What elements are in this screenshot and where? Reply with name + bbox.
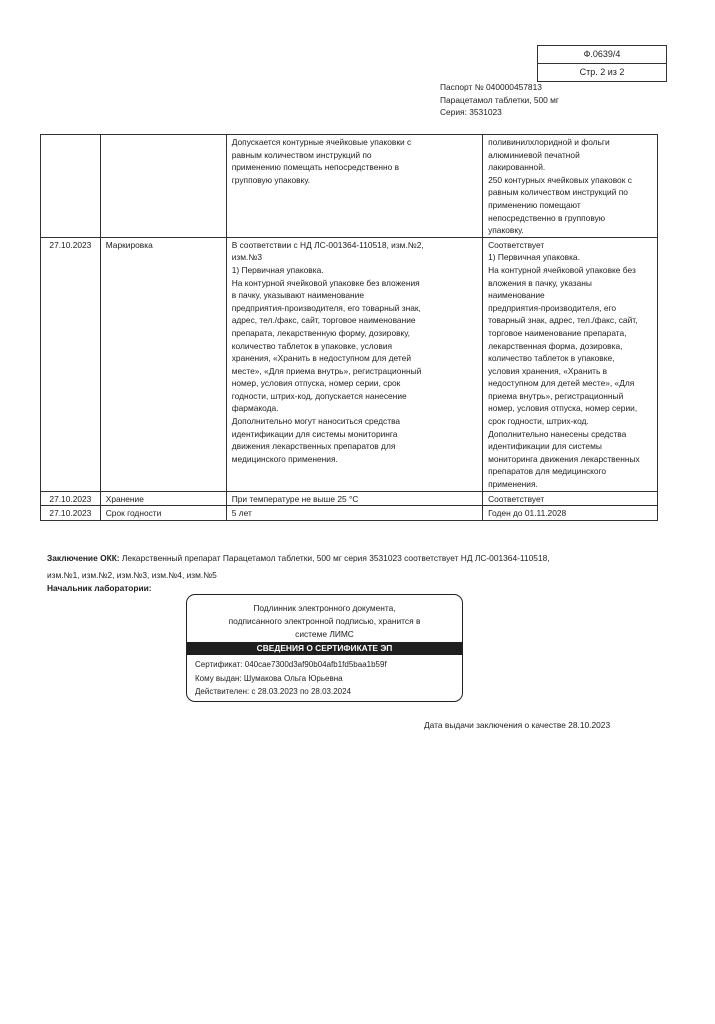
- conclusion-label: Заключение ОКК:: [47, 553, 120, 563]
- requirement-cell: В соответствии с НД ЛС-001364-110518, изм.№2, изм.№3 1) Первичная упаковка. На контурной ячейковой упаковке без вложения в пачку, указывают наименование предприятия-производителя, его товарный знак, адрес, тел./факс, сайт, торговое наименование препарата, лекарственную форму, дозировку, количество таблеток в упаковке, условия хранения, «Хранить в недоступном для детей месте», «Для приема внутрь», регистрационный номер, условия отпуска, номер серии, срок годности, штрих-код, допускается нанесение фармакода. Дополнительно могут наноситься средства идентификации для системы мониторинга движения лекарственных препаратов для медицинского применения.: [226, 237, 482, 491]
- parameter-cell: Срок годности: [100, 506, 226, 521]
- issue-date: Дата выдачи заключения о качестве 28.10.2023: [424, 720, 611, 730]
- certificate-details: [195, 658, 387, 699]
- parameter-cell: Маркировка: [100, 237, 226, 491]
- product-name: Парацетамол таблетки, 500 мг: [440, 94, 559, 105]
- requirement-cell: Допускается контурные ячейковые упаковки с равным количеством инструкций по применению помещать непосредственно в групповую упаковку.: [226, 135, 482, 238]
- test-results-table: [40, 134, 658, 521]
- passport-number: Паспорт № 040000457813: [440, 82, 542, 92]
- conclusion-text: Лекарственный препарат Парацетамол таблетки, 500 мг серия 3531023 соответствует НД ЛС-001364-110518, изм.№1, изм.№2, изм.№3, изм.№4, изм.№5: [47, 553, 550, 580]
- date-cell: 27.10.2023: [41, 506, 101, 521]
- page-number: Стр. 2 из 2: [538, 63, 666, 81]
- lab-head-label: Начальник лаборатории:: [47, 583, 152, 593]
- date-cell: 27.10.2023: [41, 491, 101, 506]
- table-row: [41, 506, 658, 521]
- qc-conclusion: [47, 550, 647, 583]
- stamp-note: Подлинник электронного документа, подписанного электронной подписью, хранится в системе ЛИМС: [228, 603, 421, 639]
- passport-info: [440, 81, 559, 119]
- table-row: [41, 491, 658, 506]
- table-row: [41, 237, 658, 491]
- form-code: Ф.0639/4: [583, 49, 621, 59]
- requirement-cell: 5 лет: [226, 506, 482, 521]
- requirement-cell: При температуре не выше 25 °С: [226, 491, 482, 506]
- form-code-box: [537, 45, 667, 82]
- series-number: Серия: 3531023: [440, 107, 502, 117]
- date-cell: [41, 135, 101, 238]
- parameter-cell: [100, 135, 226, 238]
- certificate-validity: Действителен: с 28.03.2023 по 28.03.2024: [195, 687, 351, 696]
- result-cell: Соответствует: [483, 491, 658, 506]
- e-signature-stamp: [186, 594, 463, 702]
- stamp-title: СВЕДЕНИЯ О СЕРТИФИКАТЕ ЭП: [187, 642, 462, 655]
- parameter-cell: Хранение: [100, 491, 226, 506]
- result-cell: Соответствует 1) Первичная упаковка. На контурной ячейковой упаковке без вложения в пачку, указаны наименование предприятия-производителя, его товарный знак, адрес, тел./факс, сайт, торговое наименование препарата, лекарственная форма, дозировка, количество таблеток в упаковке, условия хранения, «Хранить в недоступном для детей месте», «Для приема внутрь», регистрационный номер, условия отпуска, номер серии, срок годности, штрих-код. Дополнительно нанесены средства идентификации для системы мониторинга движения лекарственных препаратов для медицинского применения.: [483, 237, 658, 491]
- result-cell: Годен до 01.11.2028: [483, 506, 658, 521]
- date-cell: 27.10.2023: [41, 237, 101, 491]
- table-row: [41, 135, 658, 238]
- certificate-id: Сертификат: 040cae7300d3af90b04afb1fd5baa1b59f: [195, 660, 387, 669]
- certificate-owner: Кому выдан: Шумакова Ольга Юрьевна: [195, 673, 343, 683]
- result-cell: поливинилхлоридной и фольги алюминиевой печатной лакированной. 250 контурных ячейковых упаковок с равным количеством инструкций по применению помещают непосредственно в групповую упаковку.: [483, 135, 658, 238]
